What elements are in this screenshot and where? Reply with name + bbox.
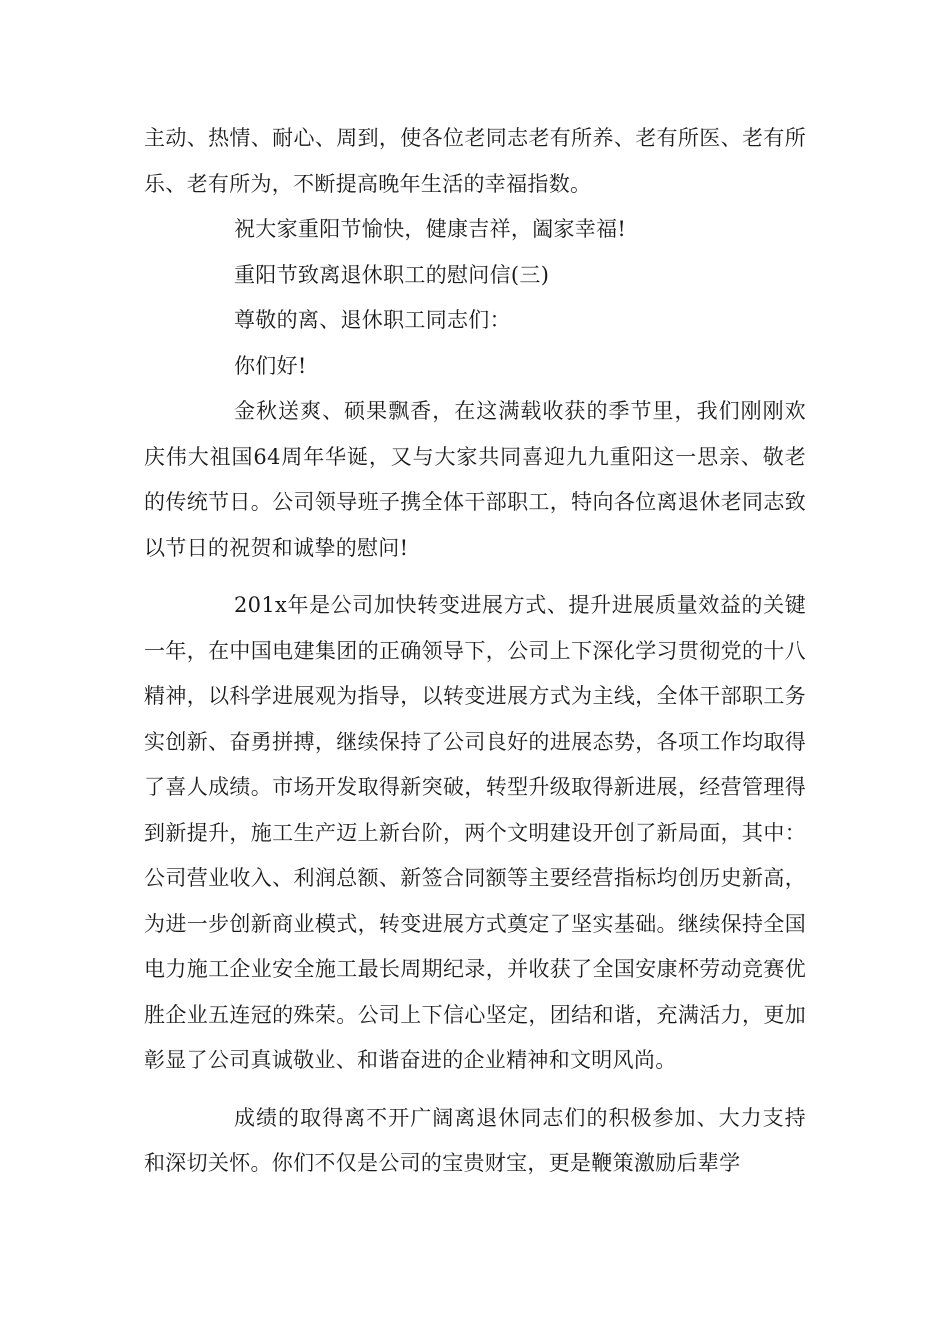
paragraph-autumn-greetings: 金秋送爽、硕果飘香，在这满载收获的季节里，我们刚刚欢庆伟大祖国64周年华诞，又与大家共同喜迎九九重阳这一思亲、敬老的传统节日。公司领导班子携全体干部职工，特向各位离退休老同志致以节日的祝贺和诚挚的慰问! — [144, 399, 806, 560]
paragraph-thanks: 成绩的取得离不开广阔离退休同志们的积极参加、大力支持和深切关怀。你们不仅是公司的宝贵财宝，更是鞭策激励后辈学 — [144, 1105, 806, 1175]
greeting-wishes: 祝大家重阳节愉快，健康吉祥，阖家幸福! — [234, 217, 627, 241]
letter-salutation: 尊敬的离、退休职工同志们： — [234, 308, 511, 332]
document-body — [144, 116, 806, 1187]
letter-title: 重阳节致离退休职工的慰问信(三) — [234, 262, 550, 287]
letter-greeting: 你们好! — [234, 353, 307, 378]
paragraph-annual-review: 201x年是公司加快转变进展方式、提升进展质量效益的关键一年，在中国电建集团的正确领导下，公司上下深化学习贯彻党的十八精神，以科学进展观为指导，以转变进展方式为主线，全体干部职工务实创新、奋勇拼搏，继续保持了公司良好的进展态势，各项工作均取得了喜人成绩。市场开发取得新突破，转型升级取得新进展，经营管理得到新提升，施工生产迈上新台阶，两个文明建设开创了新局面，其中：公司营业收入、利润总额、新签合同额等主要经营指标均创历史新高，为进一步创新商业模式，转变进展方式奠定了坚实基础。继续保持全国电力施工企业安全施工最长周期纪录，并收获了全国安康杯劳动竞赛优胜企业五连冠的殊荣。公司上下信心坚定，团结和谐，充满活力，更加彰显了公司真诚敬业、和谐奋进的企业精神和文明风尚。 — [144, 593, 806, 1072]
paragraph-continuation: 主动、热情、耐心、周到，使各位老同志老有所养、老有所医、老有所乐、老有所为，不断提高晚年生活的幸福指数。 — [144, 126, 806, 196]
